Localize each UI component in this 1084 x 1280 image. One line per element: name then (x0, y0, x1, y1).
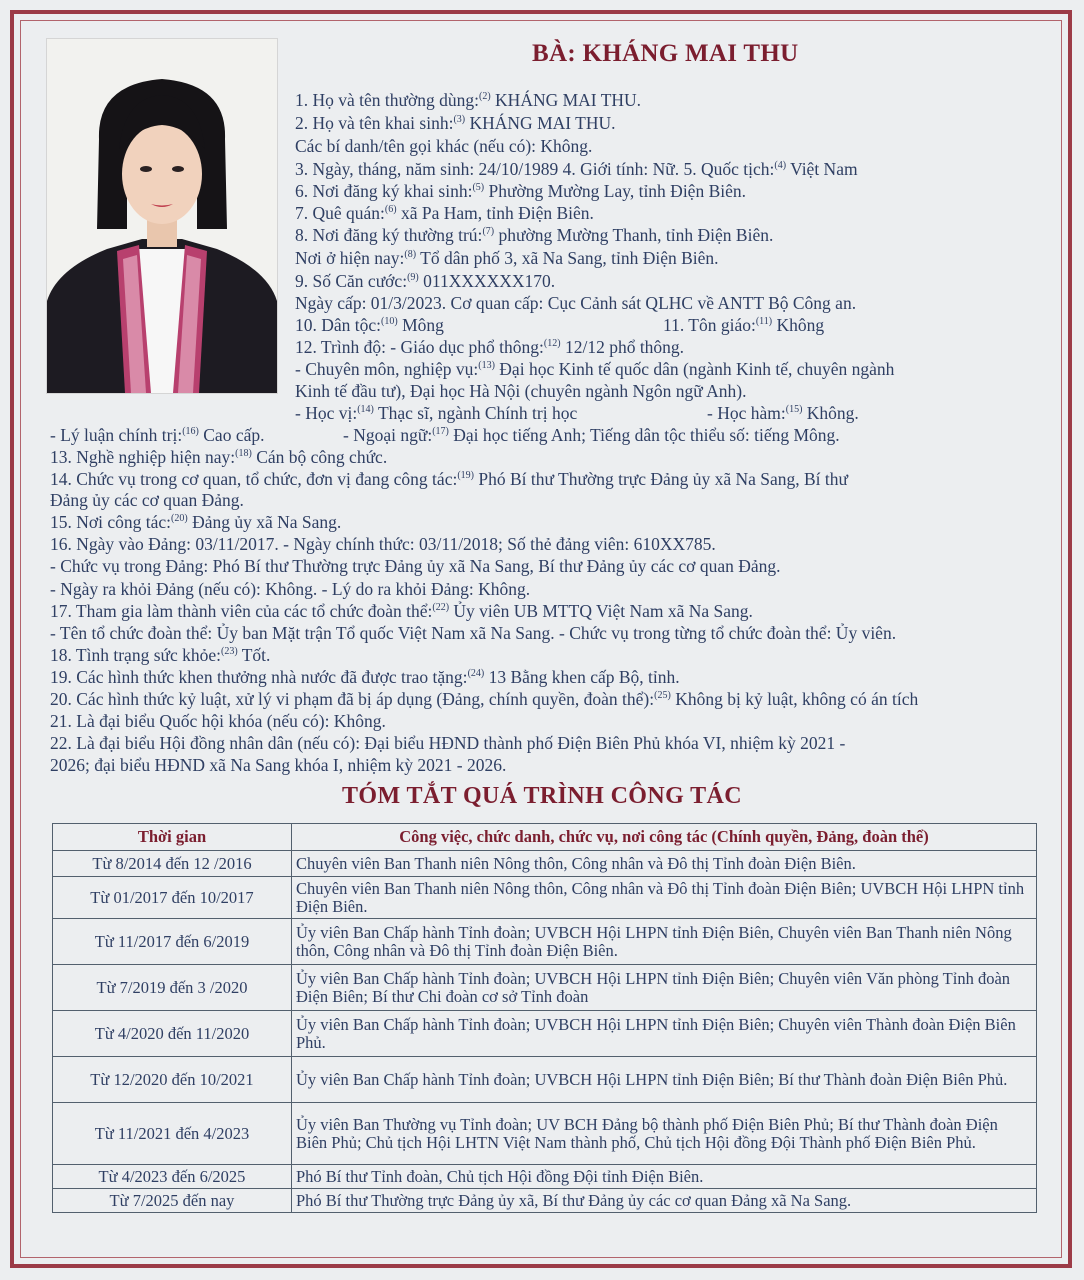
footnote-marker: (15) (785, 404, 803, 416)
field-value: Đại học Kinh tế quốc dân (ngành Kinh tế, chuyên ngành (494, 359, 895, 379)
footnote-marker: (14) (357, 404, 374, 416)
field-value: 12/12 phổ thông. (560, 337, 685, 357)
profile-line (50, 425, 264, 446)
profile-line (50, 711, 386, 732)
profile-line (50, 534, 716, 555)
footnote-marker: (23) (221, 646, 238, 658)
field-label: 3. Ngày, tháng, năm sinh: 24/10/1989 4. Giới tính: Nữ. 5. Quốc tịch: (295, 159, 775, 179)
footnote-marker: (18) (235, 448, 252, 460)
field-label: 7. Quê quán: (295, 203, 385, 223)
field-value: Cán bộ công chức. (251, 447, 388, 467)
profile-line (50, 667, 680, 688)
footnote-marker: (20) (171, 513, 188, 525)
field-label: 2. Họ và tên khai sinh: (295, 113, 454, 133)
footnote-marker: (25) (654, 690, 671, 702)
field-label: 12. Trình độ: - Giáo dục phổ thông: (295, 337, 544, 357)
row-time: Từ 8/2014 đến 12 /2016 (53, 851, 292, 877)
table-row (53, 965, 1037, 1011)
field-label: 13. Nghề nghiệp hiện nay: (50, 447, 236, 467)
row-time: Từ 7/2019 đến 3 /2020 (53, 965, 292, 1011)
profile-line (295, 225, 773, 246)
footnote-marker: (5) (472, 182, 485, 194)
field-value: xã Pa Ham, tỉnh Điện Biên. (396, 203, 594, 223)
field-label: - Ngoại ngữ: (343, 425, 433, 445)
field-label: Đảng ủy các cơ quan Đảng. (50, 490, 244, 510)
field-value: Mông (397, 315, 444, 335)
portrait-photo (46, 38, 278, 394)
row-description: Chuyên viên Ban Thanh niên Nông thôn, Công nhân và Đô thị Tỉnh đoàn Điện Biên; UVBCH Hội LHPN tỉnh Điện Biên. (292, 877, 1037, 919)
footnote-marker: (10) (381, 316, 398, 328)
row-description: Ủy viên Ban Chấp hành Tỉnh đoàn; UVBCH Hội LHPN tỉnh Điện Biên; Bí thư Thành đoàn Điện Biên Phủ. (292, 1057, 1037, 1103)
field-value: Việt Nam (786, 159, 858, 179)
row-time: Từ 4/2023 đến 6/2025 (53, 1165, 292, 1189)
field-label: 1. Họ và tên thường dùng: (295, 90, 479, 110)
profile-line (295, 203, 594, 224)
field-value: Không. (802, 403, 859, 423)
profile-line (295, 403, 577, 424)
field-value: KHÁNG MAI THU. (465, 113, 616, 133)
field-label: - Chuyên môn, nghiệp vụ: (295, 359, 479, 379)
row-time: Từ 4/2020 đến 11/2020 (53, 1011, 292, 1057)
field-label: 10. Dân tộc: (295, 315, 382, 335)
field-value: Không (772, 315, 825, 335)
person-title: BÀ: KHÁNG MAI THU (532, 40, 799, 67)
footnote-marker: (19) (457, 470, 474, 482)
field-label: 6. Nơi đăng ký khai sinh: (295, 181, 473, 201)
profile-line (50, 601, 753, 622)
footnote-marker: (3) (453, 114, 466, 126)
profile-line (295, 271, 555, 292)
field-value: Tổ dân phố 3, xã Na Sang, tỉnh Điện Biên. (416, 248, 719, 268)
profile-line (50, 469, 848, 490)
footnote-marker: (13) (478, 360, 495, 372)
table-row (53, 1057, 1037, 1103)
field-label: 14. Chức vụ trong cơ quan, tổ chức, đơn vị đang công tác: (50, 469, 458, 489)
field-label: 19. Các hình thức khen thưởng nhà nước đã được trao tặng: (50, 667, 468, 687)
footnote-marker: (6) (384, 204, 397, 216)
row-time: Từ 01/2017 đến 10/2017 (53, 877, 292, 919)
profile-line (295, 337, 684, 358)
field-label: - Học vị: (295, 403, 358, 423)
profile-line (50, 490, 244, 511)
profile-line (50, 512, 341, 533)
footnote-marker: (2) (479, 91, 491, 103)
table-row (53, 851, 1037, 877)
row-time: Từ 12/2020 đến 10/2021 (53, 1057, 292, 1103)
footnote-marker: (24) (467, 668, 485, 680)
footnote-marker: (7) (482, 226, 495, 238)
profile-line (295, 136, 592, 157)
row-description: Phó Bí thư Thường trực Đảng ủy xã, Bí thư Đảng ủy các cơ quan Đảng xã Na Sang. (292, 1189, 1037, 1213)
field-label: 20. Các hình thức kỷ luật, xử lý vi phạm đã bị áp dụng (Đảng, chính quyền, đoàn thể): (50, 689, 655, 709)
row-time: Từ 11/2021 đến 4/2023 (53, 1103, 292, 1165)
field-value: Tốt. (237, 645, 271, 665)
field-value: Không bị kỷ luật, không có án tích (670, 689, 919, 709)
profile-line (50, 689, 918, 710)
field-value: Phó Bí thư Thường trực Đảng ủy xã Na Sang, Bí thư (474, 469, 849, 489)
career-section-title: TÓM TẮT QUÁ TRÌNH CÔNG TÁC (341, 783, 743, 809)
field-label: 9. Số Căn cước: (295, 271, 408, 291)
profile-line (50, 579, 530, 600)
field-label: Kinh tế đầu tư), Đại học Hà Nội (chuyên ngành Ngôn ngữ Anh). (295, 381, 747, 401)
profile-line (50, 645, 270, 666)
row-time: Từ 11/2017 đến 6/2019 (53, 919, 292, 965)
table-row (53, 919, 1037, 965)
field-value: Ủy viên UB MTTQ Việt Nam xã Na Sang. (449, 601, 753, 621)
field-label: 22. Là đại biểu Hội đồng nhân dân (nếu có): Đại biểu HĐND thành phố Điện Biên Phủ khóa VI, nhiệm kỳ 2021 - (50, 733, 846, 753)
footnote-marker: (9) (407, 272, 419, 284)
field-label: 15. Nơi công tác: (50, 512, 172, 532)
table-row (53, 877, 1037, 919)
table-row (53, 1165, 1037, 1189)
field-value: Đảng ủy xã Na Sang. (187, 512, 342, 532)
header-time: Thời gian (53, 824, 292, 851)
footnote-marker: (22) (432, 602, 450, 614)
footnote-marker: (16) (182, 426, 199, 438)
field-label: 21. Là đại biểu Quốc hội khóa (nếu có): Không. (50, 711, 386, 731)
field-value: phường Mường Thanh, tỉnh Điện Biên. (494, 225, 774, 245)
field-value: 13 Bằng khen cấp Bộ, tỉnh. (484, 667, 680, 687)
profile-line (295, 293, 856, 314)
field-label: 8. Nơi đăng ký thường trú: (295, 225, 483, 245)
row-description: Chuyên viên Ban Thanh niên Nông thôn, Công nhân và Đô thị Tỉnh đoàn Điện Biên. (292, 851, 1037, 877)
profile-line (295, 248, 719, 269)
profile-line (295, 359, 894, 380)
profile-line (50, 447, 387, 468)
field-label: 2026; đại biểu HĐND xã Na Sang khóa I, nhiệm kỳ 2021 - 2026. (50, 755, 507, 775)
profile-line (295, 315, 444, 336)
field-label: Nơi ở hiện nay: (295, 248, 405, 268)
profile-line (343, 425, 840, 446)
row-time: Từ 7/2025 đến nay (53, 1189, 292, 1213)
career-table-header (53, 824, 1037, 851)
table-row (53, 1103, 1037, 1165)
field-label: Ngày cấp: 01/3/2023. Cơ quan cấp: Cục Cảnh sát QLHC về ANTT Bộ Công an. (295, 293, 857, 313)
field-label: 16. Ngày vào Đảng: 03/11/2017. - Ngày chính thức: 03/11/2018; Số thẻ đảng viên: 610XX785. (50, 534, 716, 554)
field-value: KHÁNG MAI THU. (490, 90, 642, 110)
field-label: - Chức vụ trong Đảng: Phó Bí thư Thường trực Đảng ủy xã Na Sang, Bí thư Đảng ủy các cơ quan Đảng. (50, 556, 781, 576)
footnote-marker: (17) (432, 426, 449, 438)
row-description: Ủy viên Ban Chấp hành Tỉnh đoàn; UVBCH Hội LHPN tỉnh Điện Biên; Chuyên viên Văn phòng Tỉnh đoàn Điện Biên; Bí thư Chi đoàn cơ sở Tỉnh đoàn (292, 965, 1037, 1011)
footnote-marker: (4) (774, 160, 787, 172)
footnote-marker: (12) (543, 338, 561, 350)
profile-line (50, 733, 845, 754)
footnote-marker: (11) (755, 316, 773, 328)
field-value: Đại học tiếng Anh; Tiếng dân tộc thiểu số: tiếng Mông. (448, 425, 840, 445)
table-row (53, 1011, 1037, 1057)
field-label: 17. Tham gia làm thành viên của các tổ chức đoàn thể: (50, 601, 433, 621)
row-description: Ủy viên Ban Chấp hành Tỉnh đoàn; UVBCH Hội LHPN tỉnh Điện Biên, Chuyên viên Ban Thanh niên Nông thôn, Công nhân và Đô thị Tỉnh đoàn Điện Biên. (292, 919, 1037, 965)
field-label: Các bí danh/tên gọi khác (nếu có): Không. (295, 136, 593, 156)
row-description: Ủy viên Ban Thường vụ Tỉnh đoàn; UV BCH Đảng bộ thành phố Điện Biên Phủ; Bí thư Thành đoàn Điện Biên Phủ; Chủ tịch Hội LHTN Việt Nam thành phố, Chủ tịch Hội đồng Đội Thành phố Điện Biên Phủ. (292, 1103, 1037, 1165)
career-table (52, 823, 1037, 1213)
field-value: Cao cấp. (198, 425, 265, 445)
profile-line (50, 556, 781, 577)
footnote-marker: (8) (404, 249, 417, 261)
profile-line (295, 90, 641, 111)
field-value: Thạc sĩ, ngành Chính trị học (373, 403, 578, 423)
profile-line (50, 755, 506, 776)
table-row (53, 1189, 1037, 1213)
field-label: 11. Tôn giáo: (663, 315, 756, 335)
field-label: 18. Tình trạng sức khỏe: (50, 645, 222, 665)
profile-line (295, 181, 746, 202)
profile-line (707, 403, 859, 424)
field-value: Phường Mường Lay, tỉnh Điện Biên. (484, 181, 746, 201)
field-value: 011XXXXXX170. (418, 271, 556, 291)
field-label: - Ngày ra khỏi Đảng (nếu có): Không. - Lý do ra khỏi Đảng: Không. (50, 579, 531, 599)
profile-line (50, 623, 896, 644)
field-label: - Tên tổ chức đoàn thể: Ủy ban Mặt trận Tổ quốc Việt Nam xã Na Sang. - Chức vụ trong từng tổ chức đoàn thể: Ủy viên. (50, 623, 897, 643)
profile-line (295, 159, 858, 180)
profile-line (663, 315, 824, 336)
row-description: Ủy viên Ban Chấp hành Tỉnh đoàn; UVBCH Hội LHPN tỉnh Điện Biên; Chuyên viên Thành đoàn Điện Biên Phủ. (292, 1011, 1037, 1057)
field-label: - Lý luận chính trị: (50, 425, 183, 445)
header-description: Công việc, chức danh, chức vụ, nơi công tác (Chính quyền, Đảng, đoàn thể) (292, 824, 1037, 851)
profile-line (295, 381, 747, 402)
row-description: Phó Bí thư Tỉnh đoàn, Chủ tịch Hội đồng Đội tỉnh Điện Biên. (292, 1165, 1037, 1189)
field-label: - Học hàm: (707, 403, 786, 423)
profile-line (295, 113, 616, 134)
